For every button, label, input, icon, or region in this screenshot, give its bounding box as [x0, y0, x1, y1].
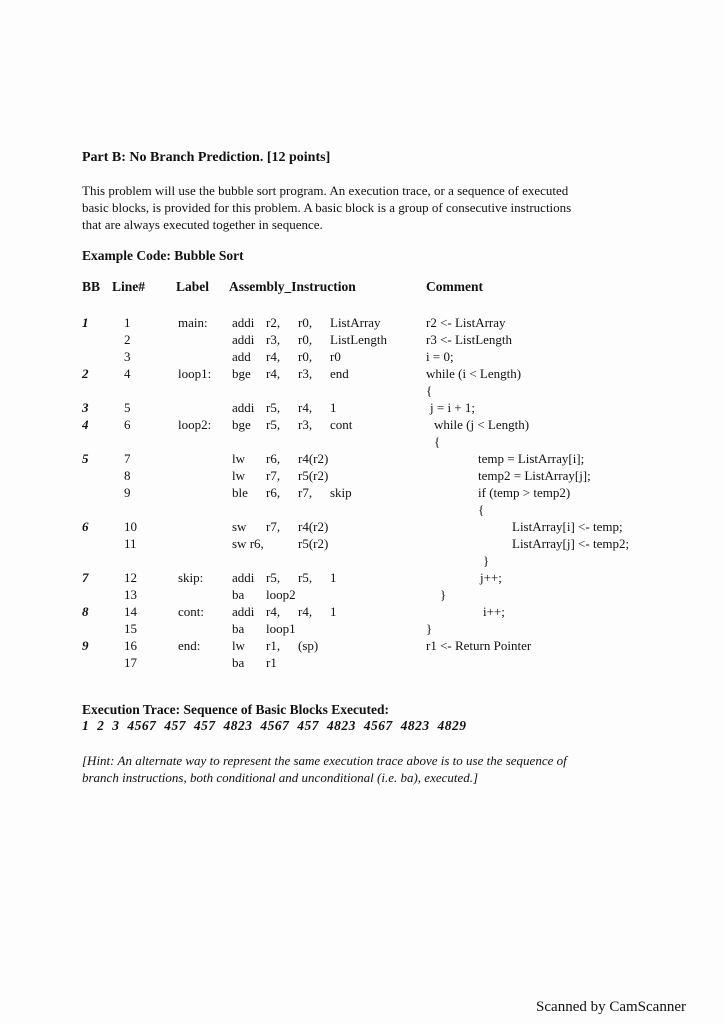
hint-paragraph — [82, 752, 567, 786]
instruction-operand: r5, — [266, 417, 281, 432]
intro-line: basic blocks, is provided for this problem. A basic block is a group of consecutive instructions — [82, 200, 572, 215]
instruction-opcode: addi — [232, 400, 255, 415]
instruction-operand: r3, — [298, 417, 313, 432]
line-number: 14 — [124, 604, 137, 619]
line-number: 1 — [124, 315, 131, 330]
line-number: 7 — [124, 451, 131, 466]
basic-block-number: 5 — [82, 451, 89, 466]
header-line: Line# — [112, 279, 146, 294]
scanner-watermark: Scanned by CamScanner — [536, 999, 686, 1015]
instruction-operand: 1 — [330, 400, 337, 415]
instruction-operand: r5, — [266, 570, 281, 585]
code-label: cont: — [178, 604, 204, 619]
instruction-operand: r7, — [266, 519, 281, 534]
instruction-operand: skip — [330, 485, 352, 500]
line-number: 10 — [124, 519, 137, 534]
intro-line: that are always executed together in sequence. — [82, 217, 323, 232]
instruction-operand: r7, — [298, 485, 313, 500]
code-comment: j++; — [480, 570, 502, 585]
line-number: 13 — [124, 587, 137, 602]
instruction-operand: r1, — [266, 638, 281, 653]
code-comment: { — [426, 383, 433, 398]
instruction-opcode: bge — [232, 417, 251, 432]
instruction-operand: r6, — [266, 451, 281, 466]
instruction-opcode: sw r6, — [232, 536, 264, 551]
instruction-operand: r4, — [266, 604, 281, 619]
basic-block-number: 8 — [82, 604, 89, 619]
instruction-operand: cont — [330, 417, 353, 432]
code-comment: temp = ListArray[i]; — [478, 451, 585, 466]
instruction-operand: 1 — [330, 604, 337, 619]
instruction-operand: r0, — [298, 315, 313, 330]
hint-line: branch instructions, both conditional and unconditional (i.e. ba), executed.] — [82, 770, 479, 785]
line-number: 2 — [124, 332, 131, 347]
basic-block-number: 1 — [82, 315, 89, 330]
instruction-opcode: lw — [232, 451, 245, 466]
header-assembly: Assembly_Instruction — [229, 279, 356, 294]
line-number: 5 — [124, 400, 131, 415]
line-number: 8 — [124, 468, 131, 483]
instruction-operand: r4, — [298, 400, 313, 415]
instruction-operand: r4(r2) — [298, 519, 329, 534]
instruction-operand: r4, — [266, 366, 281, 381]
instruction-operand: r0, — [298, 332, 313, 347]
instruction-operand: r0 — [330, 349, 341, 364]
code-comment: while (j < Length) — [434, 417, 530, 432]
code-comment: i++; — [483, 604, 505, 619]
code-label: end: — [178, 638, 201, 653]
instruction-opcode: ble — [232, 485, 248, 500]
line-number: 4 — [124, 366, 131, 381]
instruction-operand: ListLength — [330, 332, 388, 347]
code-comment: while (i < Length) — [426, 366, 522, 381]
code-comment: r1 <- Return Pointer — [426, 638, 532, 653]
instruction-operand: r5(r2) — [298, 468, 329, 483]
code-label: main: — [178, 315, 208, 330]
line-number: 6 — [124, 417, 131, 432]
instruction-operand: r3, — [266, 332, 281, 347]
code-comment: if (temp > temp2) — [478, 485, 571, 500]
basic-block-number: 9 — [82, 638, 89, 653]
intro-line: This problem will use the bubble sort program. An execution trace, or a sequence of executed — [82, 183, 569, 198]
code-comment: { — [434, 434, 441, 449]
code-comment: } — [426, 621, 433, 636]
header-label: Label — [176, 279, 210, 294]
instruction-operand: r4, — [298, 604, 313, 619]
instruction-operand: r5(r2) — [298, 536, 329, 551]
instruction-operand: r5, — [298, 570, 313, 585]
instruction-opcode: bge — [232, 366, 251, 381]
code-label: skip: — [178, 570, 204, 585]
instruction-operand: r7, — [266, 468, 281, 483]
header-comment: Comment — [426, 279, 483, 294]
code-comment: r3 <- ListLength — [426, 332, 513, 347]
instruction-operand: r0, — [298, 349, 313, 364]
instruction-opcode: addi — [232, 315, 255, 330]
basic-block-number: 6 — [82, 519, 89, 534]
code-comment: } — [440, 587, 447, 602]
basic-block-number: 3 — [82, 400, 89, 415]
instruction-opcode: lw — [232, 468, 245, 483]
line-number: 16 — [124, 638, 137, 653]
instruction-opcode: addi — [232, 604, 255, 619]
instruction-operand: ListArray — [330, 315, 381, 330]
instruction-operand: r4, — [266, 349, 281, 364]
instruction-opcode: sw — [232, 519, 247, 534]
code-comment: ListArray[j] <- temp2; — [512, 536, 630, 551]
instruction-opcode: add — [232, 349, 251, 364]
instruction-operand: r4(r2) — [298, 451, 329, 466]
code-comment: ListArray[i] <- temp; — [512, 519, 623, 534]
code-comment: temp2 = ListArray[j]; — [478, 468, 591, 483]
instruction-operand: r6, — [266, 485, 281, 500]
section-title: Part B: No Branch Prediction. [12 points] — [82, 150, 331, 165]
instruction-opcode: ba — [232, 655, 245, 670]
instruction-operand: r2, — [266, 315, 281, 330]
trace-heading: Execution Trace: Sequence of Basic Blocks Executed: — [82, 702, 389, 717]
line-number: 12 — [124, 570, 137, 585]
instruction-opcode: ba — [232, 621, 245, 636]
instruction-operand: loop1 — [266, 621, 296, 636]
code-comment: r2 <- ListArray — [426, 315, 506, 330]
instruction-operand: 1 — [330, 570, 337, 585]
trace-sequence: 1 2 3 4567 457 457 4823 4567 457 4823 4567 4823 4829 — [82, 718, 467, 733]
header-bb: BB — [82, 279, 101, 294]
line-number: 9 — [124, 485, 131, 500]
instruction-opcode: lw — [232, 638, 245, 653]
code-comment: { — [478, 502, 485, 517]
basic-block-number: 2 — [82, 366, 89, 381]
intro-paragraph — [82, 182, 642, 233]
line-number: 3 — [124, 349, 131, 364]
instruction-opcode: ba — [232, 587, 245, 602]
instruction-operand: end — [330, 366, 349, 381]
line-number: 11 — [124, 536, 137, 551]
code-comment: j = i + 1; — [430, 400, 475, 415]
instruction-operand: r1 — [266, 655, 277, 670]
example-heading: Example Code: Bubble Sort — [82, 248, 244, 263]
instruction-operand: (sp) — [298, 638, 319, 653]
hint-line: [Hint: An alternate way to represent the same execution trace above is to use the sequence of — [82, 753, 567, 768]
basic-block-number: 4 — [82, 417, 89, 432]
instruction-opcode: addi — [232, 570, 255, 585]
line-number: 15 — [124, 621, 137, 636]
basic-block-number: 7 — [82, 570, 89, 585]
instruction-operand: loop2 — [266, 587, 296, 602]
instruction-operand: r3, — [298, 366, 313, 381]
code-comment: } — [483, 553, 490, 568]
code-comment: i = 0; — [426, 349, 454, 364]
instruction-opcode: addi — [232, 332, 255, 347]
code-label: loop1: — [178, 366, 212, 381]
code-label: loop2: — [178, 417, 212, 432]
instruction-operand: r5, — [266, 400, 281, 415]
line-number: 17 — [124, 655, 137, 670]
